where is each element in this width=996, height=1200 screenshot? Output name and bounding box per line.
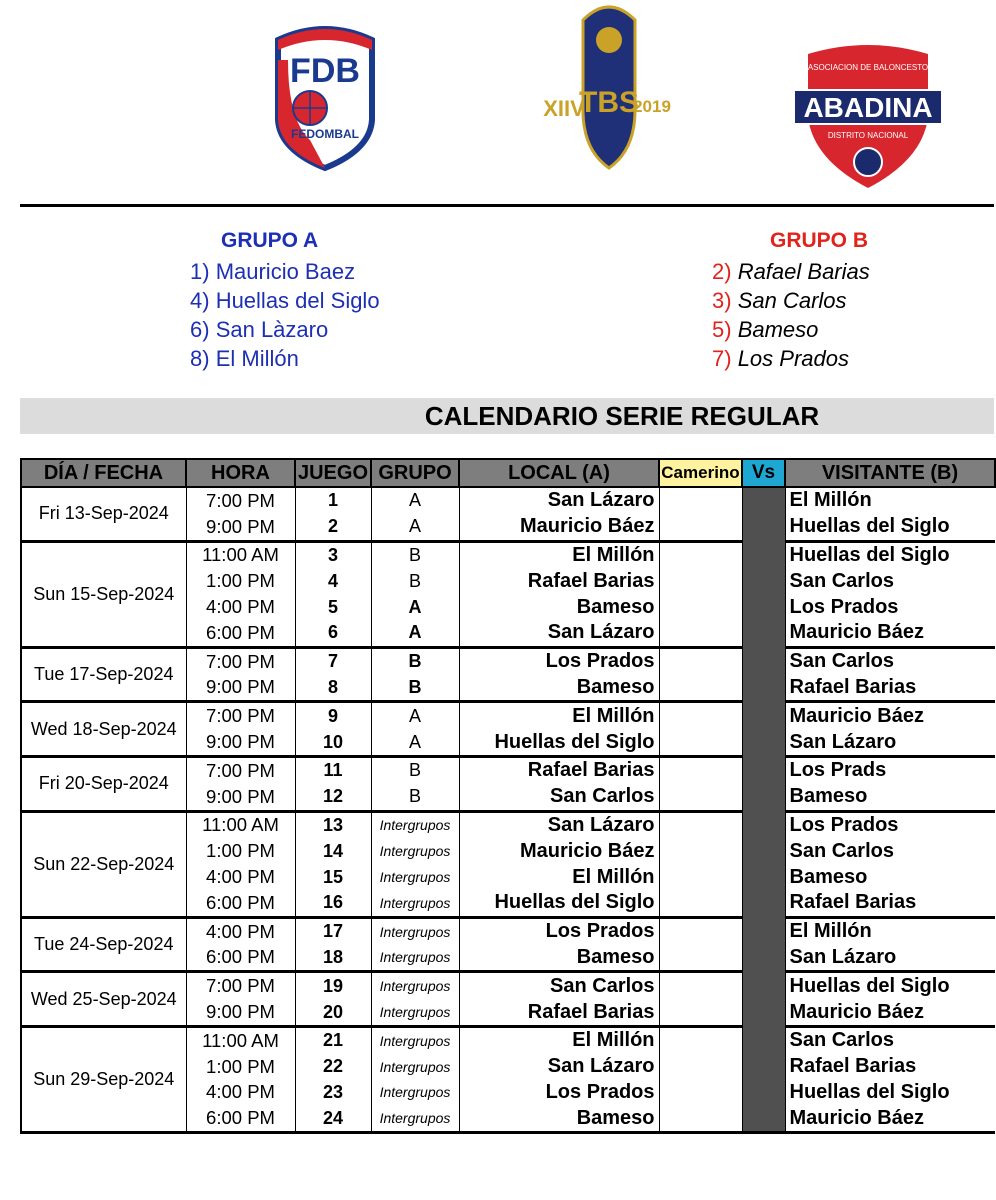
table-row	[21, 1026, 995, 1053]
game-number: 19	[295, 972, 371, 999]
game-group: Intergrupos	[371, 811, 459, 838]
home-team: Los Prados	[459, 1080, 659, 1106]
vs-cell	[742, 811, 785, 838]
game-group: A	[371, 702, 459, 729]
game-time: 7:00 PM	[186, 702, 295, 729]
group-a-team: 4) Huellas del Siglo	[190, 288, 380, 313]
game-date: Sun 22-Sep-2024	[21, 811, 186, 917]
camerino-cell	[659, 1080, 742, 1106]
game-time: 7:00 PM	[186, 647, 295, 674]
header-grupo: GRUPO	[371, 459, 459, 487]
vs-cell	[742, 620, 785, 647]
camerino-cell	[659, 541, 742, 568]
game-number: 20	[295, 999, 371, 1026]
svg-text:TBS: TBS	[579, 86, 639, 119]
game-group: Intergrupos	[371, 864, 459, 890]
game-time: 7:00 PM	[186, 972, 295, 999]
game-time: 9:00 PM	[186, 514, 295, 541]
table-row	[21, 917, 995, 944]
game-time: 7:00 PM	[186, 756, 295, 783]
away-team: Huellas del Siglo	[785, 514, 995, 541]
camerino-cell	[659, 864, 742, 890]
header-hora: HORA	[186, 459, 295, 487]
game-time: 9:00 PM	[186, 784, 295, 811]
camerino-cell	[659, 890, 742, 917]
game-number: 1	[295, 487, 371, 514]
game-time: 4:00 PM	[186, 1080, 295, 1106]
game-time: 4:00 PM	[186, 594, 295, 620]
group-b-team: 5) Bameso	[712, 317, 819, 342]
camerino-cell	[659, 487, 742, 514]
home-team: Rafael Barias	[459, 999, 659, 1026]
vs-cell	[742, 647, 785, 674]
camerino-cell	[659, 702, 742, 729]
group-a-team: 8) El Millón	[190, 346, 299, 371]
game-group: A	[371, 620, 459, 647]
game-number: 12	[295, 784, 371, 811]
home-team: San Lázaro	[459, 487, 659, 514]
schedule-table	[20, 458, 996, 1134]
camerino-cell	[659, 594, 742, 620]
home-team: San Carlos	[459, 972, 659, 999]
game-number: 3	[295, 541, 371, 568]
game-time: 1:00 PM	[186, 568, 295, 594]
header-divider	[20, 204, 994, 207]
game-date: Tue 17-Sep-2024	[21, 647, 186, 702]
group-a	[190, 228, 380, 373]
home-team: Rafael Barias	[459, 568, 659, 594]
calendar-title: CALENDARIO SERIE REGULAR	[424, 401, 820, 431]
away-team: Huellas del Siglo	[785, 972, 995, 999]
home-team: San Carlos	[459, 784, 659, 811]
svg-text:ABADINA: ABADINA	[803, 92, 933, 123]
camerino-cell	[659, 1105, 742, 1132]
game-number: 22	[295, 1054, 371, 1080]
game-time: 11:00 AM	[186, 1026, 295, 1053]
table-row	[21, 702, 995, 729]
game-date: Fri 13-Sep-2024	[21, 487, 186, 541]
game-group: B	[371, 647, 459, 674]
home-team: Huellas del Siglo	[459, 890, 659, 917]
camerino-cell	[659, 1054, 742, 1080]
header-fecha: DÍA / FECHA	[21, 459, 186, 487]
game-number: 23	[295, 1080, 371, 1106]
group-a-team: 6) San Làzaro	[190, 317, 329, 342]
game-time: 9:00 PM	[186, 999, 295, 1026]
group-b-title: GRUPO B	[770, 229, 869, 252]
vs-cell	[742, 1080, 785, 1106]
game-number: 17	[295, 917, 371, 944]
svg-text:2019: 2019	[633, 97, 671, 116]
group-b	[712, 228, 870, 373]
vs-cell	[742, 784, 785, 811]
camerino-cell	[659, 620, 742, 647]
camerino-cell	[659, 1026, 742, 1053]
game-time: 4:00 PM	[186, 917, 295, 944]
home-team: San Lázaro	[459, 1054, 659, 1080]
vs-cell	[742, 675, 785, 702]
vs-cell	[742, 729, 785, 756]
home-team: Bameso	[459, 594, 659, 620]
svg-text:FEDOMBAL: FEDOMBAL	[291, 127, 359, 141]
game-number: 18	[295, 945, 371, 972]
game-time: 9:00 PM	[186, 729, 295, 756]
away-team: Los Prados	[785, 811, 995, 838]
away-team: Rafael Barias	[785, 1054, 995, 1080]
vs-cell	[742, 1026, 785, 1053]
svg-text:FDB: FDB	[290, 52, 360, 90]
home-team: Bameso	[459, 675, 659, 702]
away-team: Rafael Barias	[785, 890, 995, 917]
camerino-cell	[659, 756, 742, 783]
game-group: B	[371, 675, 459, 702]
game-number: 21	[295, 1026, 371, 1053]
game-number: 11	[295, 756, 371, 783]
abadina-logo	[792, 40, 944, 190]
schedule-body	[21, 487, 995, 1133]
game-number: 8	[295, 675, 371, 702]
game-number: 5	[295, 594, 371, 620]
away-team: San Carlos	[785, 568, 995, 594]
svg-text:DISTRITO NACIONAL: DISTRITO NACIONAL	[827, 131, 909, 140]
home-team: San Lázaro	[459, 620, 659, 647]
camerino-cell	[659, 999, 742, 1026]
camerino-cell	[659, 647, 742, 674]
game-date: Wed 25-Sep-2024	[21, 972, 186, 1027]
table-row	[21, 756, 995, 783]
game-number: 16	[295, 890, 371, 917]
header-camerino: Camerino	[659, 459, 742, 487]
vs-cell	[742, 594, 785, 620]
game-number: 10	[295, 729, 371, 756]
game-time: 6:00 PM	[186, 890, 295, 917]
game-group: Intergrupos	[371, 972, 459, 999]
vs-cell	[742, 864, 785, 890]
game-date: Sun 29-Sep-2024	[21, 1026, 186, 1132]
camerino-cell	[659, 568, 742, 594]
game-group: Intergrupos	[371, 838, 459, 864]
fdb-logo	[270, 20, 380, 170]
camerino-cell	[659, 675, 742, 702]
vs-cell	[742, 945, 785, 972]
game-time: 6:00 PM	[186, 945, 295, 972]
away-team: Huellas del Siglo	[785, 541, 995, 568]
game-number: 14	[295, 838, 371, 864]
vs-cell	[742, 838, 785, 864]
away-team: San Carlos	[785, 1026, 995, 1053]
camerino-cell	[659, 811, 742, 838]
game-group: Intergrupos	[371, 999, 459, 1026]
game-time: 6:00 PM	[186, 1105, 295, 1132]
away-team: Bameso	[785, 784, 995, 811]
home-team: El Millón	[459, 864, 659, 890]
vs-cell	[742, 1054, 785, 1080]
table-row	[21, 972, 995, 999]
home-team: Bameso	[459, 1105, 659, 1132]
game-group: A	[371, 729, 459, 756]
home-team: San Lázaro	[459, 811, 659, 838]
table-row	[21, 487, 995, 514]
game-time: 1:00 PM	[186, 838, 295, 864]
game-group: Intergrupos	[371, 917, 459, 944]
game-time: 6:00 PM	[186, 620, 295, 647]
header-vs: Vs	[742, 459, 785, 487]
group-b-team: 7) Los Prados	[712, 346, 849, 371]
game-group: Intergrupos	[371, 1054, 459, 1080]
vs-cell	[742, 917, 785, 944]
game-number: 15	[295, 864, 371, 890]
game-number: 4	[295, 568, 371, 594]
game-group: A	[371, 487, 459, 514]
away-team: El Millón	[785, 487, 995, 514]
game-group: Intergrupos	[371, 890, 459, 917]
away-team: Huellas del Siglo	[785, 1080, 995, 1106]
vs-cell	[742, 1105, 785, 1132]
game-group: Intergrupos	[371, 1026, 459, 1053]
table-row	[21, 541, 995, 568]
home-team: El Millón	[459, 1026, 659, 1053]
game-number: 9	[295, 702, 371, 729]
vs-cell	[742, 568, 785, 594]
game-group: B	[371, 784, 459, 811]
tbs-tournament-logo	[543, 0, 671, 170]
header-juego: JUEGO	[295, 459, 371, 487]
header-local: LOCAL (A)	[459, 459, 659, 487]
away-team: San Lázaro	[785, 945, 995, 972]
table-header-row	[21, 459, 995, 487]
home-team: Mauricio Báez	[459, 514, 659, 541]
game-group: A	[371, 594, 459, 620]
away-team: Rafael Barias	[785, 675, 995, 702]
home-team: Rafael Barias	[459, 756, 659, 783]
camerino-cell	[659, 945, 742, 972]
away-team: Los Prados	[785, 594, 995, 620]
game-group: Intergrupos	[371, 945, 459, 972]
camerino-cell	[659, 729, 742, 756]
away-team: Bameso	[785, 864, 995, 890]
game-date: Fri 20-Sep-2024	[21, 756, 186, 811]
camerino-cell	[659, 972, 742, 999]
game-date: Sun 15-Sep-2024	[21, 541, 186, 647]
svg-text:ASOCIACION DE BALONCESTO: ASOCIACION DE BALONCESTO	[807, 63, 929, 72]
game-number: 13	[295, 811, 371, 838]
camerino-cell	[659, 917, 742, 944]
game-group: Intergrupos	[371, 1105, 459, 1132]
game-number: 7	[295, 647, 371, 674]
svg-text:XIIV: XIIV	[543, 96, 585, 121]
vs-cell	[742, 999, 785, 1026]
game-date: Tue 24-Sep-2024	[21, 917, 186, 972]
game-time: 4:00 PM	[186, 864, 295, 890]
table-row	[21, 647, 995, 674]
away-team: Mauricio Báez	[785, 999, 995, 1026]
game-group: A	[371, 514, 459, 541]
game-time: 7:00 PM	[186, 487, 295, 514]
group-b-team: 3) San Carlos	[712, 288, 847, 313]
vs-cell	[742, 702, 785, 729]
game-group: B	[371, 541, 459, 568]
camerino-cell	[659, 784, 742, 811]
game-group: Intergrupos	[371, 1080, 459, 1106]
vs-cell	[742, 972, 785, 999]
home-team: Los Prados	[459, 647, 659, 674]
game-number: 24	[295, 1105, 371, 1132]
camerino-cell	[659, 838, 742, 864]
vs-cell	[742, 541, 785, 568]
game-time: 11:00 AM	[186, 541, 295, 568]
header-visitante: VISITANTE (B)	[785, 459, 995, 487]
group-a-team: 1) Mauricio Baez	[190, 259, 356, 284]
vs-cell	[742, 514, 785, 541]
home-team: Mauricio Báez	[459, 838, 659, 864]
camerino-cell	[659, 514, 742, 541]
game-date: Wed 18-Sep-2024	[21, 702, 186, 757]
away-team: El Millón	[785, 917, 995, 944]
away-team: Los Prads	[785, 756, 995, 783]
game-group: B	[371, 568, 459, 594]
game-group: B	[371, 756, 459, 783]
away-team: Mauricio Báez	[785, 702, 995, 729]
home-team: Bameso	[459, 945, 659, 972]
home-team: Huellas del Siglo	[459, 729, 659, 756]
game-time: 11:00 AM	[186, 811, 295, 838]
table-row	[21, 811, 995, 838]
game-time: 1:00 PM	[186, 1054, 295, 1080]
away-team: Mauricio Báez	[785, 1105, 995, 1132]
game-time: 9:00 PM	[186, 675, 295, 702]
group-a-title: GRUPO A	[221, 229, 319, 252]
home-team: El Millón	[459, 541, 659, 568]
group-b-team: 2) Rafael Barias	[712, 259, 870, 284]
away-team: San Carlos	[785, 838, 995, 864]
home-team: Los Prados	[459, 917, 659, 944]
game-number: 6	[295, 620, 371, 647]
game-number: 2	[295, 514, 371, 541]
vs-cell	[742, 756, 785, 783]
away-team: Mauricio Báez	[785, 620, 995, 647]
vs-cell	[742, 890, 785, 917]
away-team: San Lázaro	[785, 729, 995, 756]
away-team: San Carlos	[785, 647, 995, 674]
vs-cell	[742, 487, 785, 514]
calendar-banner	[20, 398, 994, 434]
home-team: El Millón	[459, 702, 659, 729]
